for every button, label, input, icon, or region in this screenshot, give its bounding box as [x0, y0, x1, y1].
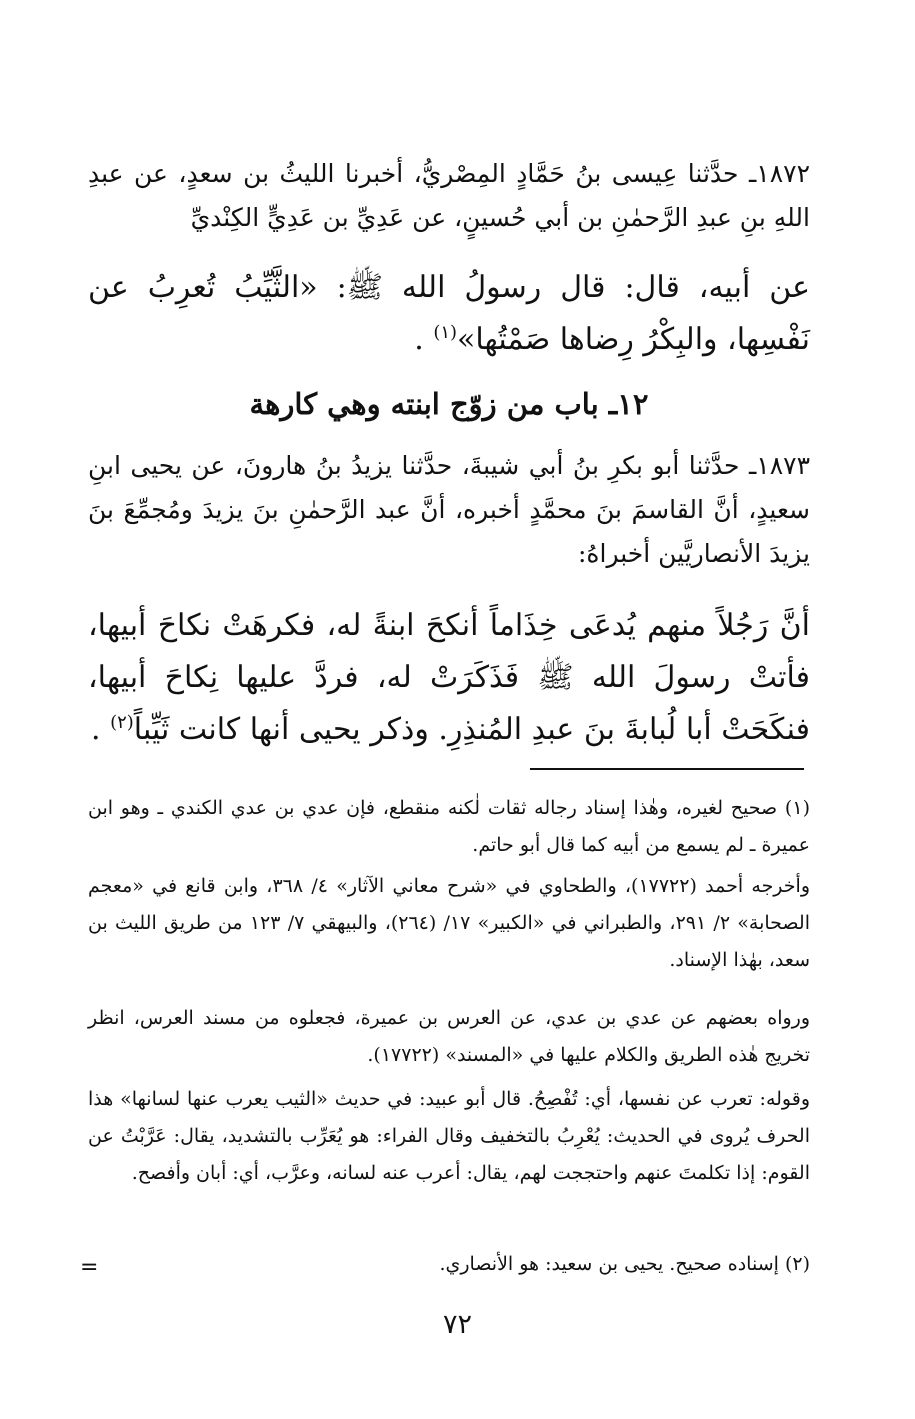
- hadith-1873-matn: [88, 600, 810, 756]
- footnote-2: (٢) إسناده صحيح. يحيى بن سعيد: هو الأنصاري.: [439, 1253, 810, 1275]
- footnote-1-paragraph-3: ورواه بعضهم عن عدي بن عدي، عن العرس بن عميرة، فجعلوه من مسند العرس، انظر تخريج هٰذه الطريق والكلام عليها في «المسند» (١٧٧٢٢).: [88, 1007, 810, 1066]
- footnote-ref-1: (١): [433, 322, 458, 343]
- hadith-1872-matn: [88, 262, 810, 366]
- page-number: ٧٢: [442, 1309, 472, 1340]
- hadith-1873-end: .: [90, 712, 101, 747]
- hadith-1872-end: .: [414, 322, 424, 357]
- footnote-1-paragraph-1: (١) صحيح لغيره، وهٰذا إسناد رجاله ثقات لٰكنه منقطع، فإن عدي بن عدي الكندي ـ وهو ابن عميرة ـ لم يسمع من أبيه كما قال أبو حاتم.: [88, 797, 810, 856]
- chapter-heading: ١٢ـ باب من زوّج ابنته وهي كارهة: [249, 387, 649, 421]
- footnote-1-paragraph-2: وأخرجه أحمد (١٧٧٢٢)، والطحاوي في «شرح معاني الآثار» ٤/ ٣٦٨، وابن قانع في «معجم الصحابة» ٢/ ٢٩١، والطبراني في «الكبير» ١٧/ (٢٦٤)، والبيهقي ٧/ ١٢٣ من طريق الليث بن سعد، بهٰذا الإسناد.: [88, 875, 810, 971]
- continuation-mark: =: [80, 1255, 99, 1280]
- hadith-1873-matn-text: أنَّ رَجُلاً منهم يُدعَى خِذَاماً أنكحَ ابنةً له، فكرهَتْ نكاحَ أبيها، فأتتْ رسولَ الله ﷺ فَذَكَرَتْ له، فردَّ عليها نِكاحَ أبيها، فنكَحَتْ أبا لُبابةَ بنَ عبدِ المُنذِرِ. وذكر يحيى أنها كانت ثَيِّباً: [88, 608, 810, 747]
- hadith-1873-isnad: [88, 444, 810, 576]
- hadith-1872-isnad-text: ١٨٧٢ـ حدَّثنا عِيسى بنُ حَمَّادٍ المِصْريُّ، أخبرنا الليثُ بن سعدٍ، عن عبدِ اللهِ بنِ عبدِ الرَّحمٰنِ بن أبي حُسينٍ، عن عَدِيِّ بن عَدِيٍّ الكِنْديِّ: [88, 159, 810, 232]
- hadith-1873-isnad-text: ١٨٧٣ـ حدَّثنا أبو بكرِ بنُ أبي شيبةَ، حدَّثنا يزيدُ بنُ هارونَ، عن يحيى ابنِ سعيدٍ، أنَّ القاسمَ بنَ محمَّدٍ أخبره، أنَّ عبد الرَّحمٰنِ بنَ يزيدَ ومُجمِّعَ بنَ يزيدَ الأنصاريَّين أخبراهُ:: [88, 451, 810, 568]
- hadith-1872-matn-text: عن أبيه، قال: قال رسولُ الله ﷺ: «الثَّيِّبُ تُعرِبُ عن نَفْسِها، والبِكْرُ رِضاها صَمْتُها»: [88, 270, 810, 357]
- hadith-1872-isnad: [88, 152, 810, 240]
- footnote-1-paragraph-4: وقوله: تعرب عن نفسها، أي: تُفْصِحُ. قال أبو عبيد: في حديث «الثيب يعرب عنها لسانها» هذا الحرف يُروى في الحديث: يُعْرِبُ بالتخفيف وقال الفراء: هو يُعَرِّب بالتشديد، يقال: عَرَّبْتُ عن القوم: إذا تكلمتَ عنهم واحتججت لهم، يقال: أعرب عنه لسانه، وعرَّب، أي: أبان وأفصح.: [88, 1088, 810, 1184]
- footnote-ref-2: (٢): [110, 712, 134, 733]
- footnote-separator: [530, 768, 804, 770]
